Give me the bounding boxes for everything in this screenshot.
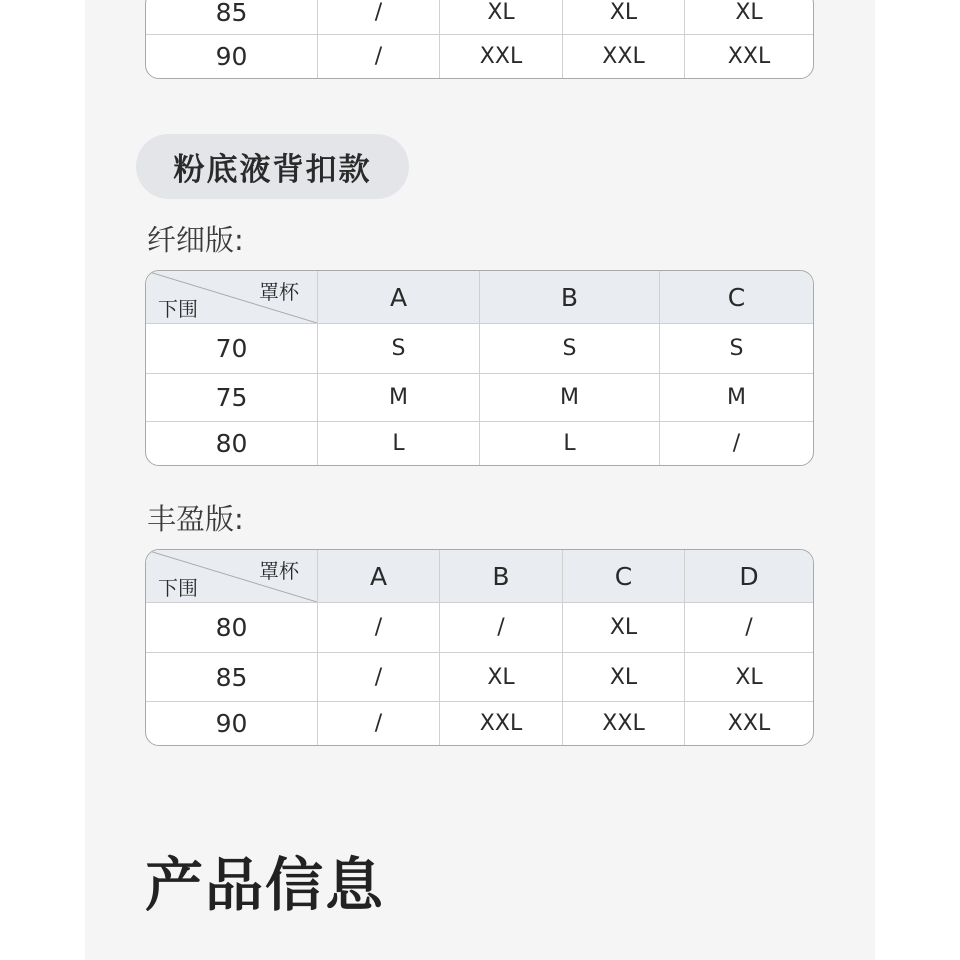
slim-size-table (145, 270, 814, 466)
size-cell: XXL (684, 35, 813, 78)
size-cell: / (439, 603, 562, 652)
top-size-table (145, 0, 814, 79)
cup-header: C (562, 550, 684, 602)
size-cell: XXL (684, 702, 813, 745)
size-cell: S (659, 324, 813, 373)
size-cell: M (659, 374, 813, 421)
size-cell: XXL (439, 35, 562, 78)
full-size-table (145, 549, 814, 746)
table-row (146, 602, 813, 652)
section-title: 粉底液背扣款 (136, 134, 409, 199)
header-corner-cell (146, 550, 317, 602)
table-row (146, 421, 813, 465)
table-header-row (146, 271, 813, 323)
size-cell: XL (684, 653, 813, 701)
cup-label: 罩杯 (259, 559, 299, 583)
size-cell: M (317, 374, 479, 421)
size-cell: / (317, 702, 439, 745)
band-cell: 85 (215, 0, 248, 27)
table-row (146, 0, 813, 34)
band-cell: 75 (215, 383, 248, 412)
table-header-row (146, 550, 813, 602)
size-cell: / (317, 653, 439, 701)
cup-label: 罩杯 (259, 280, 299, 304)
size-cell: / (317, 603, 439, 652)
band-cell: 70 (215, 334, 248, 363)
size-cell: / (684, 603, 813, 652)
product-info-title: 产品信息 (145, 851, 386, 919)
band-cell: 90 (215, 42, 248, 71)
size-cell: XL (439, 653, 562, 701)
band-label: 下围 (158, 297, 198, 321)
table-row (146, 373, 813, 421)
size-cell: XXL (439, 702, 562, 745)
table-row (146, 701, 813, 745)
size-cell: L (479, 422, 659, 465)
size-cell: S (479, 324, 659, 373)
full-fit-label: 丰盈版: (147, 502, 244, 536)
cup-header: A (317, 271, 479, 323)
slim-fit-label: 纤细版: (147, 223, 244, 257)
size-cell: XXL (562, 35, 684, 78)
size-cell: / (317, 0, 439, 34)
size-cell: XL (562, 0, 684, 34)
cup-header: B (439, 550, 562, 602)
size-cell: XL (684, 0, 813, 34)
cup-header: C (659, 271, 813, 323)
table-row (146, 34, 813, 78)
size-cell: XL (562, 603, 684, 652)
band-cell: 80 (215, 613, 248, 642)
size-cell: XXL (562, 702, 684, 745)
cup-header: A (317, 550, 439, 602)
table-row (146, 652, 813, 701)
size-cell: S (317, 324, 479, 373)
table-row (146, 323, 813, 373)
band-label: 下围 (158, 576, 198, 600)
size-cell: XL (562, 653, 684, 701)
header-corner-cell (146, 271, 317, 323)
band-cell: 90 (215, 709, 248, 738)
size-cell: L (317, 422, 479, 465)
cup-header: D (684, 550, 813, 602)
size-cell: XL (439, 0, 562, 34)
size-cell: M (479, 374, 659, 421)
band-cell: 80 (215, 429, 248, 458)
band-cell: 85 (215, 662, 248, 692)
cup-header: B (479, 271, 659, 323)
size-cell: / (659, 422, 813, 465)
size-cell: / (317, 35, 439, 78)
